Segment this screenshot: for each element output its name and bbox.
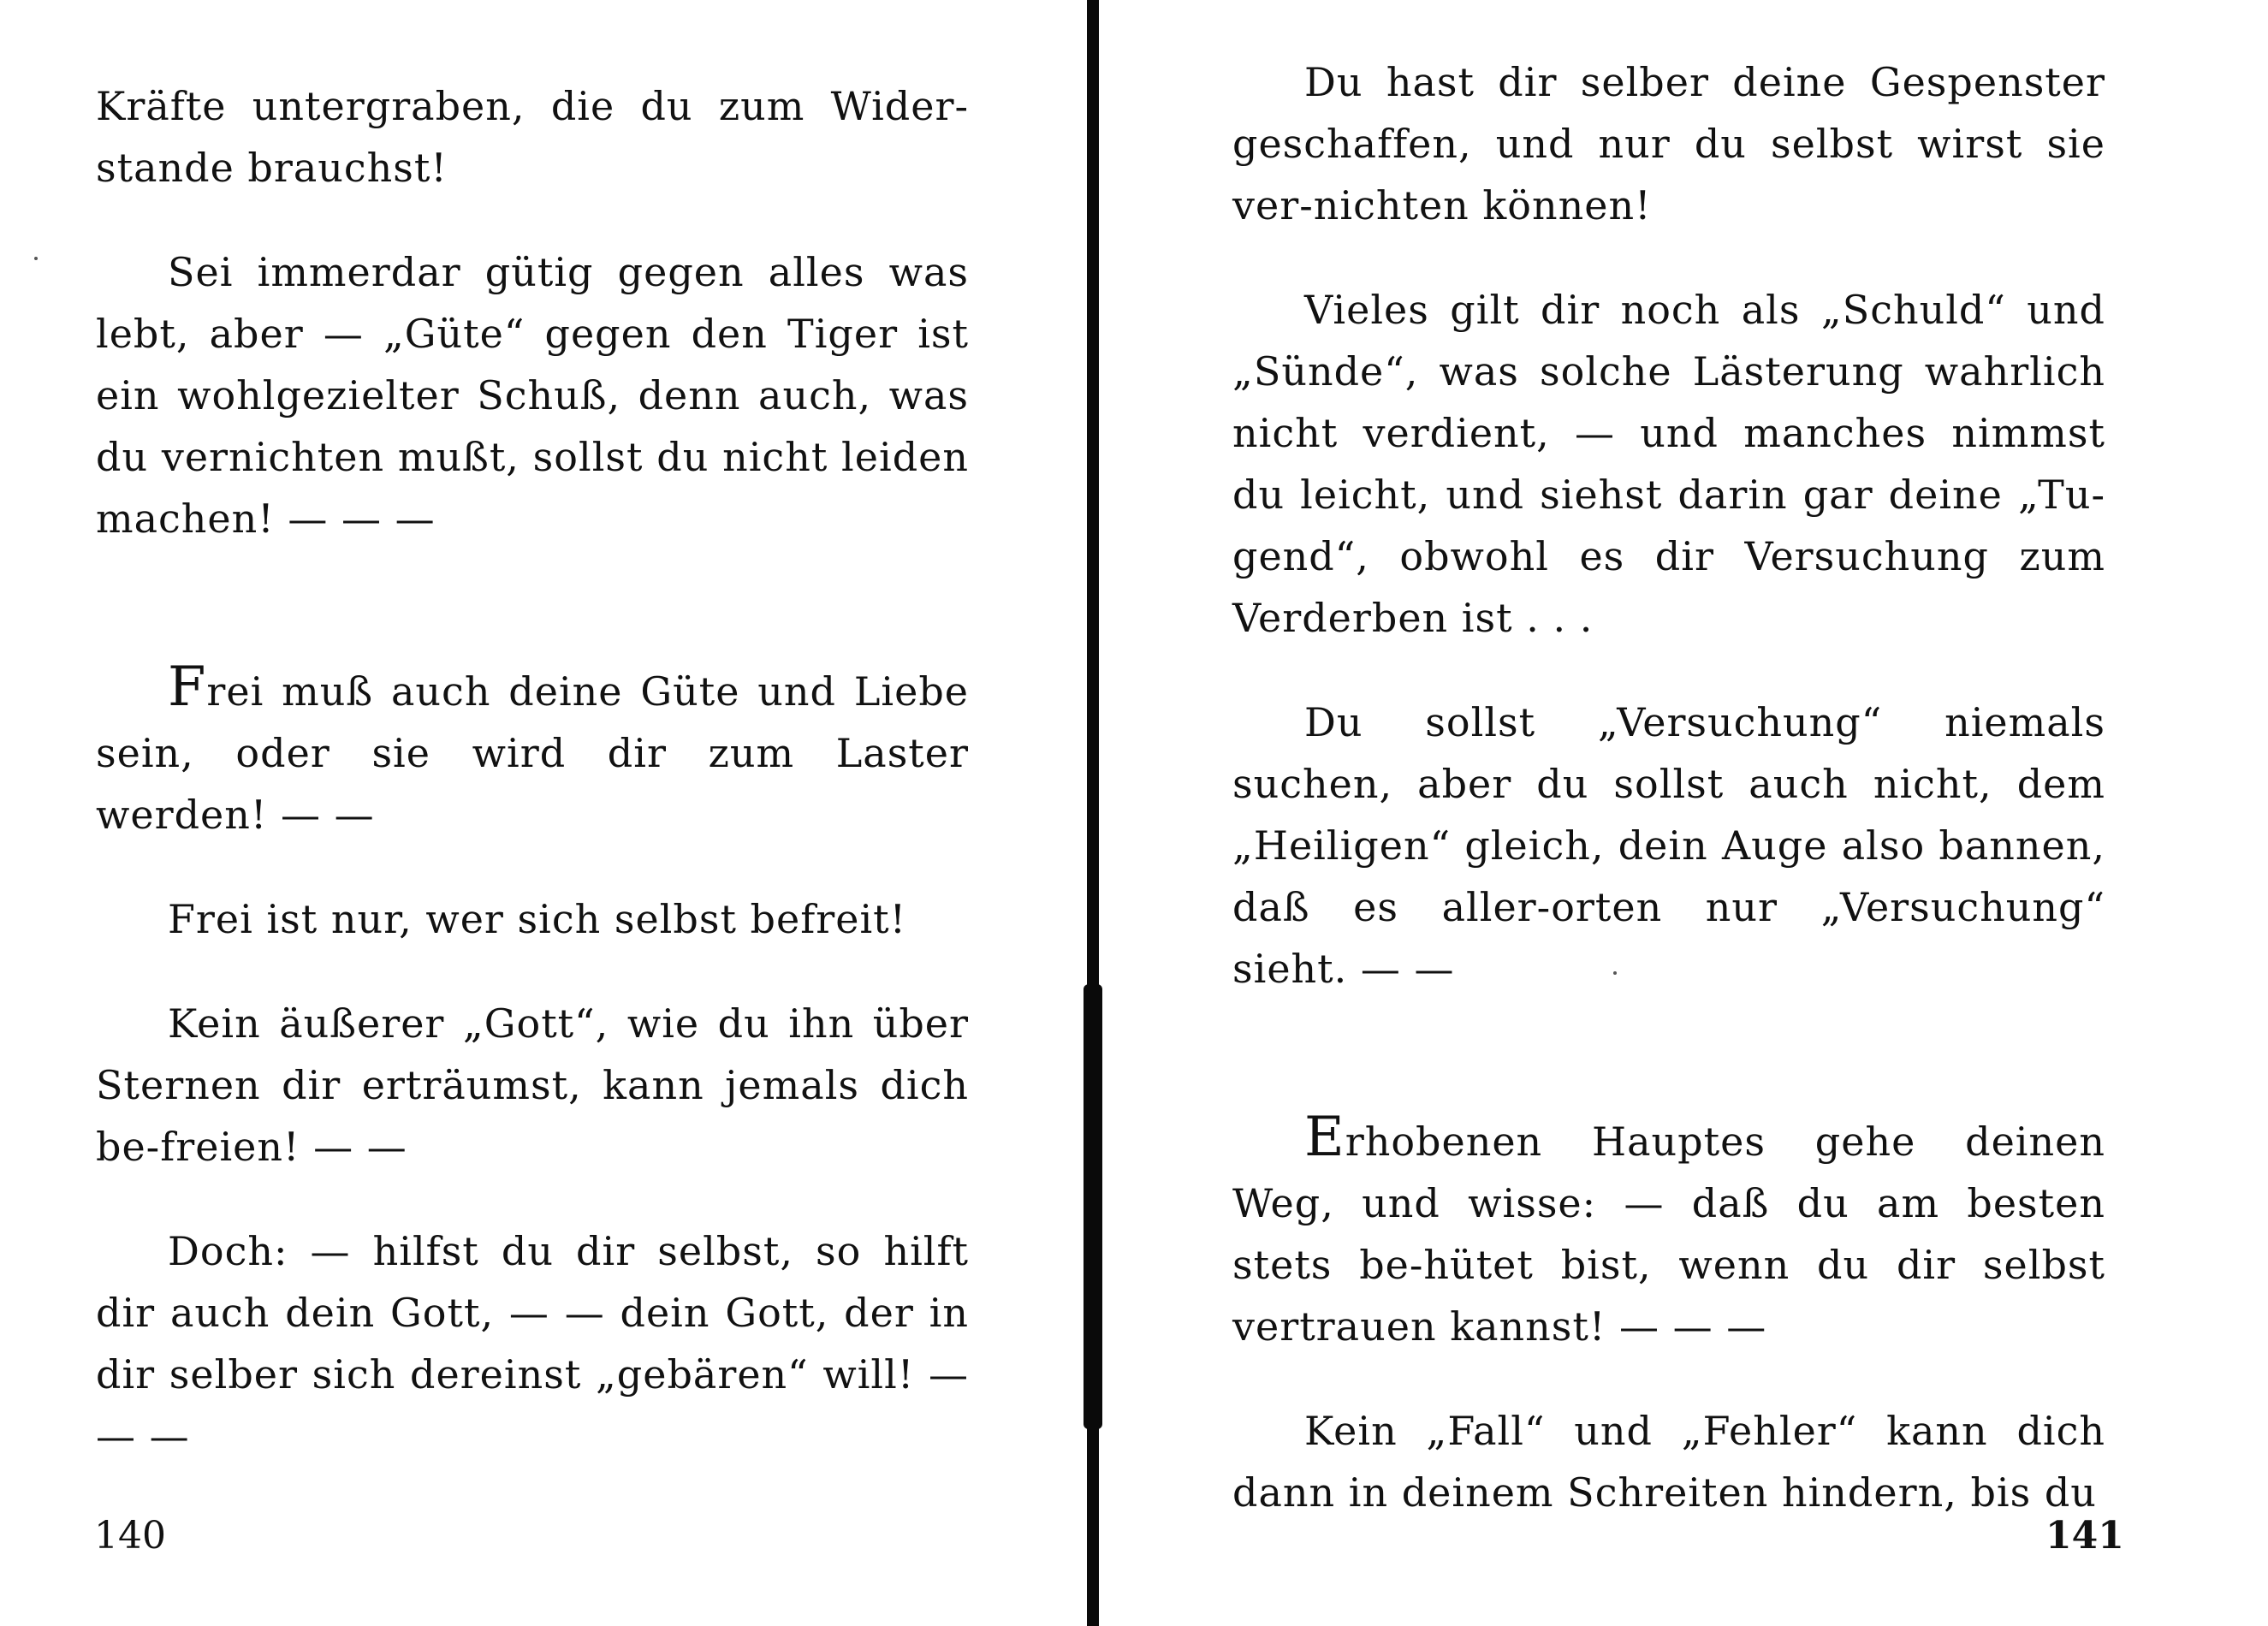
- book-gutter-shadow: [1084, 984, 1102, 1429]
- dropcap-e: E: [1304, 1106, 1345, 1169]
- right-page-text: [1232, 51, 2105, 1523]
- right-page: [1113, 0, 2268, 1626]
- page-number-left: 140: [94, 1514, 166, 1558]
- left-page: [0, 0, 1095, 1626]
- paper-speck: [34, 257, 38, 260]
- page-number-right: 141: [2045, 1514, 2124, 1558]
- right-paragraph-4-rest: rhobenen Hauptes gehe deinen Weg, und wisse: — daß du am besten stets be-hütet bist, wenn du dir selbst vertrauen kannst! — — —: [1232, 1119, 2105, 1350]
- paper-speck: [1613, 971, 1617, 975]
- left-paragraph-6: Doch: — hilfst du dir selbst, so hilft dir auch dein Gott, — — dein Gott, der in dir selber sich dereinst „gebären“ will! — — —: [96, 1228, 969, 1459]
- dropcap-f: F: [168, 656, 207, 719]
- right-paragraph-3: Du sollst „Versuchung“ niemals suchen, aber du sollst auch nicht, dem „Heiligen“ gleich, dein Auge also bannen, daß es aller-orten nur „Versuchung“ sieht. — —: [1232, 699, 2105, 992]
- left-paragraph-3: [96, 656, 969, 846]
- right-paragraph-5: Kein „Fall“ und „Fehler“ kann dich dann in deinem Schreiten hindern, bis du: [1232, 1408, 2105, 1516]
- right-paragraph-1: Du hast dir selber deine Gespenster geschaffen, und nur du selbst wirst sie ver-nichten können!: [1232, 59, 2105, 228]
- left-page-text: [96, 75, 969, 1467]
- left-paragraph-3-rest: rei muß auch deine Güte und Liebe sein, oder sie wird dir zum Laster werden! — —: [96, 668, 969, 838]
- left-paragraph-1: Kräfte untergraben, die du zum Wider-stande brauchst!: [96, 83, 969, 191]
- right-paragraph-4: [1232, 1106, 2105, 1357]
- left-paragraph-4: Frei ist nur, wer sich selbst befreit!: [168, 896, 907, 942]
- left-paragraph-5: Kein äußerer „Gott“, wie du ihn über Sternen dir erträumst, kann jemals dich be-freien! — —: [96, 1000, 969, 1170]
- right-paragraph-2: Vieles gilt dir noch als „Schuld“ und „Sünde“, was solche Lästerung wahrlich nicht verdient, — und manches nimmst du leicht, und siehst darin gar deine „Tu-gend“, obwohl es dir Versuchung zum Verderben ist . . .: [1232, 287, 2105, 641]
- left-paragraph-2: Sei immerdar gütig gegen alles was lebt, aber — „Güte“ gegen den Tiger ist ein wohlgezielter Schuß, denn auch, was du vernichten mußt, sollst du nicht leiden machen! — — —: [96, 249, 969, 542]
